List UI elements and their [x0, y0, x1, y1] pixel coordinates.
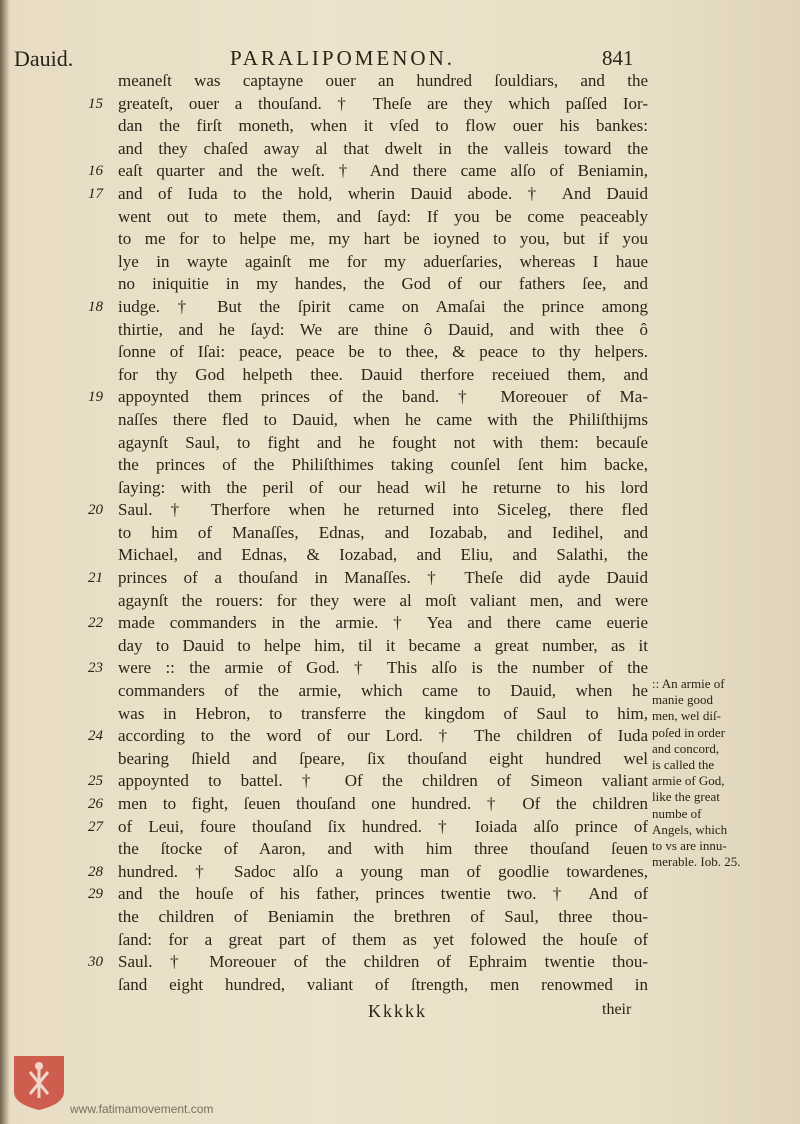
text-line — [118, 477, 648, 500]
text-line — [88, 951, 648, 974]
verse-number: 23 — [88, 660, 103, 677]
text-line — [118, 70, 648, 93]
line-text: iudge. † But the ſpirit came on Amaſai the prince among — [118, 296, 648, 316]
line-text: to him of Manaſſes, Ednas, and Iozabab, and Iedihel, and — [118, 522, 648, 542]
text-line — [88, 883, 648, 906]
text-line — [88, 725, 648, 748]
margin-note-line: poſed in order — [652, 724, 725, 740]
line-text: Saul. † Therfore when he returned into Siceleg, there fled — [118, 500, 648, 520]
text-line — [118, 838, 648, 861]
text-line — [118, 364, 648, 387]
line-text: went out to mete them, and ſayd: If you be come peaceably — [118, 206, 648, 226]
line-text: made commanders in the armie. † Yea and there came euerie — [118, 613, 648, 633]
page-gutter-shadow — [0, 0, 10, 1124]
line-text: for thy God helpeth thee. Dauid therfore receiued them, and — [118, 364, 648, 384]
text-line — [118, 228, 648, 251]
page-foot-line — [0, 1001, 800, 1027]
verse-number: 25 — [88, 773, 103, 790]
line-text: naſſes there fled to Dauid, when he came with the Philiſthijms — [118, 409, 648, 429]
line-text: bearing ſhield and ſpeare, ſix thouſand eight hundred wel — [118, 748, 648, 768]
line-text: and of Iuda to the hold, wherin Dauid abode. † And Dauid — [118, 183, 648, 203]
margin-note-line: men, wel diſ- — [652, 708, 721, 724]
line-text: ſaying: with the peril of our head wil he returne to his lord — [118, 477, 648, 497]
margin-note-line: and concord, — [652, 740, 720, 756]
margin-annotation — [652, 676, 770, 870]
line-text: and they chaſed away al that dwelt in the valleis toward the — [118, 138, 648, 158]
line-text: the children of Beniamin the brethren of Saul, three thou- — [118, 906, 648, 926]
line-text: appoynted them princes of the band. † Moreouer of Ma- — [118, 387, 648, 407]
margin-note-line: armie of God, — [652, 773, 725, 789]
verse-number: 26 — [88, 796, 103, 812]
margin-note-line: manie good — [652, 692, 714, 708]
text-line — [88, 793, 648, 816]
text-line — [118, 974, 648, 997]
running-head-left: Dauid. — [14, 46, 74, 71]
text-line — [118, 454, 648, 477]
line-text: to me for to helpe me, my hart be ioyned to you, but if you — [118, 229, 648, 249]
text-line — [118, 138, 648, 161]
text-line — [118, 432, 648, 455]
line-text: ſonne of Iſai: peace, peace be to thee, & peace to thy helpers. — [118, 342, 648, 362]
line-text: Saul. † Moreouer of the children of Ephraim twentie thou- — [118, 952, 648, 972]
line-text: thirtie, and he ſayd: We are thine ô Dauid, and with thee ô — [118, 319, 648, 339]
page-number: 841 — [602, 46, 634, 70]
footer-website-link[interactable]: www.fatimamovement.com — [70, 1102, 214, 1116]
line-text: were :: the armie of God. † This alſo is the number of the — [118, 658, 648, 678]
text-line — [118, 680, 648, 703]
line-text: greateſt, ouer a thouſand. † Theſe are they which paſſed Ior- — [118, 93, 648, 113]
text-line — [118, 409, 648, 432]
line-text: of Leui, foure thouſand ſix hundred. † Ioiada alſo prince of — [118, 816, 648, 836]
line-text: day to Dauid to helpe him, til it became a great number, as it — [118, 635, 648, 655]
text-line — [88, 296, 648, 319]
text-line — [118, 341, 648, 364]
text-line — [118, 635, 648, 658]
verse-number: 15 — [88, 95, 103, 112]
line-text: agaynſt the rouers: for they were al moſt valiant men, and were — [118, 590, 648, 610]
verse-number: 16 — [88, 163, 103, 180]
line-text: the princes of the Philiſthimes taking counſel ſent him backe, — [118, 455, 648, 475]
text-line — [88, 160, 648, 183]
margin-note-line: is called the — [652, 757, 715, 773]
line-text: ſand: for a great part of them as yet folowed the houſe of — [118, 929, 648, 949]
line-text: appoynted to battel. † Of the children of Simeon valiant — [118, 771, 648, 791]
line-text: and the houſe of his father, princes twentie two. † And of — [118, 884, 648, 904]
verse-number: 18 — [88, 298, 103, 315]
main-text-column — [88, 70, 648, 996]
line-text: princes of a thouſand in Manaſſes. † Theſe did ayde Dauid — [118, 568, 648, 588]
verse-number: 27 — [88, 818, 103, 835]
text-line — [118, 522, 648, 545]
text-line — [88, 567, 648, 590]
text-line — [118, 748, 648, 771]
verse-number: 29 — [88, 886, 103, 903]
line-text: commanders of the armie, which came to Dauid, when he — [118, 681, 648, 701]
verse-number: 24 — [88, 728, 103, 745]
line-text: the ſtocke of Aaron, and with him three thouſand ſeuen — [118, 839, 648, 859]
margin-note-line: like the great — [652, 789, 720, 805]
verse-number: 28 — [88, 863, 103, 880]
text-line — [88, 770, 648, 793]
line-text: lye in wayte againſt me for my aduerſaries, whereas I haue — [118, 251, 648, 271]
text-line — [88, 657, 648, 680]
line-text: according to the word of our Lord. † The children of Iuda — [118, 726, 648, 746]
line-text: agaynſt Saul, to fight and he fought not with them: becauſe — [118, 432, 648, 452]
text-line — [118, 590, 648, 613]
margin-note-line: numbe of — [652, 805, 702, 821]
papal-keys-logo-icon — [12, 1054, 66, 1112]
text-line — [88, 499, 648, 522]
verse-number: 22 — [88, 615, 103, 632]
line-text: Michael, and Ednas, & Iozabad, and Eliu, and Salathi, the — [118, 545, 648, 565]
text-line — [118, 703, 648, 726]
text-line — [118, 544, 648, 567]
signature-mark: Kkkkk — [368, 1001, 427, 1021]
running-head-title: PARALIPOMENON. — [230, 46, 456, 70]
text-line — [88, 816, 648, 839]
text-line — [118, 929, 648, 952]
catchword: their — [602, 1001, 632, 1018]
text-line — [118, 115, 648, 138]
margin-note-line: :: An armie of — [652, 676, 725, 691]
line-text: ſand eight hundred, valiant of ſtrength, men renowmed in — [118, 974, 648, 994]
text-line — [118, 273, 648, 296]
line-text: men to fight, ſeuen thouſand one hundred. † Of the children — [118, 794, 648, 813]
verse-number: 20 — [88, 502, 103, 519]
line-text: no iniquitie in my handes, the God of our fathers ſee, and — [118, 274, 648, 294]
margin-note-line: to vs are innu- — [652, 838, 727, 854]
line-text: dan the firſt moneth, when it vſed to flow ouer his bankes: — [118, 116, 648, 136]
text-line — [118, 906, 648, 929]
margin-note-line: merable. Iob. 25. — [652, 854, 741, 870]
text-line — [118, 319, 648, 342]
verse-number: 17 — [88, 185, 103, 202]
line-text: was in Hebron, to transferre the kingdom of Saul to him, — [118, 703, 648, 723]
text-line — [88, 386, 648, 409]
text-line — [88, 612, 648, 635]
margin-note-line: Angels, which — [652, 821, 728, 837]
verse-number: 30 — [88, 954, 103, 971]
text-line — [88, 861, 648, 884]
verse-number: 19 — [88, 389, 103, 406]
text-line — [88, 93, 648, 116]
line-text: hundred. † Sadoc alſo a young man of goodlie towardenes, — [118, 861, 648, 881]
verse-number: 21 — [88, 570, 103, 587]
line-text: eaſt quarter and the weſt. † And there came alſo of Beniamin, — [118, 161, 648, 181]
text-line — [88, 183, 648, 206]
text-line — [118, 251, 648, 274]
text-line — [118, 206, 648, 229]
line-text: meaneſt was captayne ouer an hundred ſouldiars, and the — [118, 71, 648, 90]
